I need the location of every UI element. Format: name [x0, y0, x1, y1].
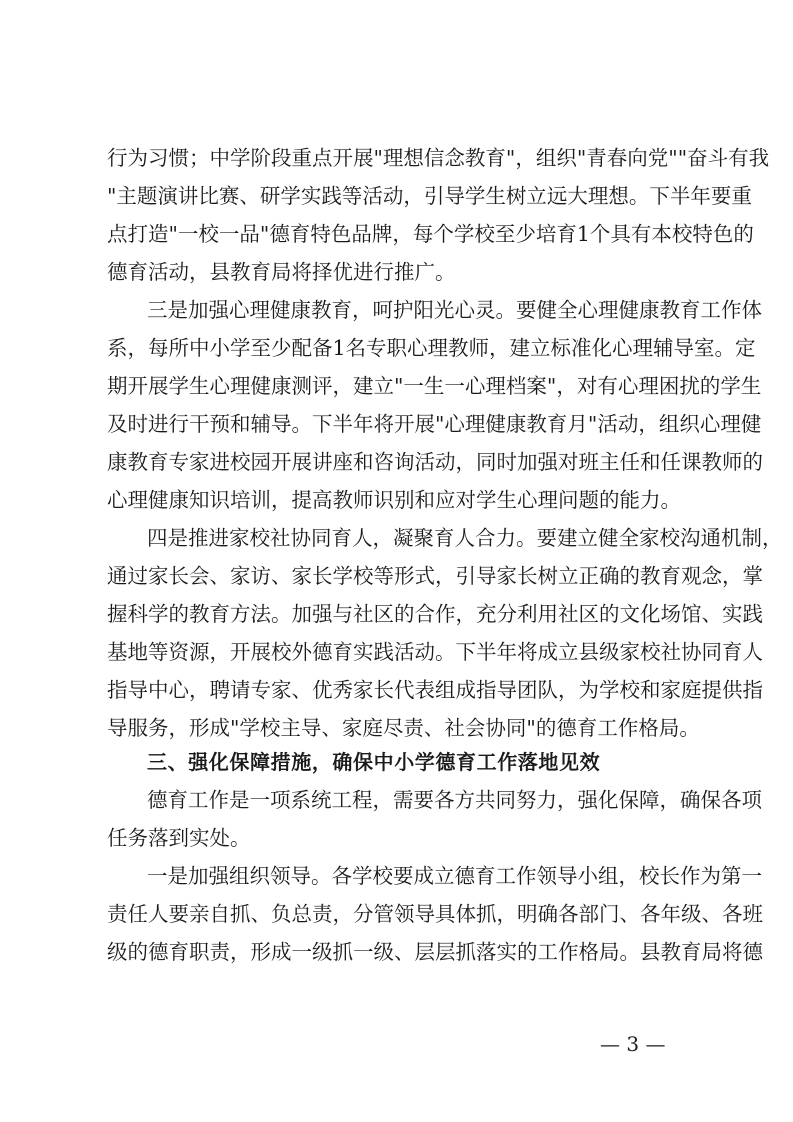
text-line: 基地等资源，开展校外德育实践活动。下半年将成立县级家校社协同育人 — [107, 640, 763, 664]
section-heading: 三、强化保障措施，确保中小学德育工作落地见效 — [147, 750, 601, 774]
text-line: 三是加强心理健康教育，呵护阳光心灵。要健全心理健康教育工作体 — [147, 298, 762, 322]
page-number: — 3 — — [600, 1032, 666, 1056]
text-line: 德育工作是一项系统工程，需要各方共同努力，强化保障，确保各项 — [147, 788, 762, 812]
text-line: 通过家长会、家访、家长学校等形式，引导家长树立正确的教育观念，掌 — [107, 564, 763, 588]
text-line: 握科学的教育方法。加强与社区的合作，充分利用社区的文化场馆、实践 — [107, 602, 763, 626]
text-line: 四是推进家校社协同育人，凝聚育人合力。要建立健全家校沟通机制， — [147, 526, 783, 550]
text-line: 心理健康知识培训，提高教师识别和应对学生心理问题的能力。 — [107, 488, 681, 512]
text-line: 一是加强组织领导。各学校要成立德育工作领导小组，校长作为第一 — [147, 864, 762, 888]
text-line: 点打造"一校一品"德育特色品牌，每个学校至少培育1个具有本校特色的 — [107, 222, 754, 246]
text-line: 任务落到实处。 — [107, 826, 251, 850]
text-line: 康教育专家进校园开展讲座和咨询活动，同时加强对班主任和任课教师的 — [107, 450, 763, 474]
text-line: 及时进行干预和辅导。下半年将开展"心理健康教育月"活动，组织心理健 — [107, 412, 762, 436]
text-line: 责任人要亲自抓、负总责，分管领导具体抓，明确各部门、各年级、各班 — [107, 902, 763, 926]
text-line: 系，每所中小学至少配备1名专职心理教师，建立标准化心理辅导室。定 — [107, 336, 756, 360]
text-line: 指导中心，聘请专家、优秀家长代表组成指导团队，为学校和家庭提供指 — [107, 678, 763, 702]
text-line: 德育活动，县教育局将择优进行推广。 — [107, 260, 456, 284]
text-line: "主题演讲比赛、研学实践等活动，引导学生树立远大理想。下半年要重 — [107, 184, 752, 208]
text-line: 期开展学生心理健康测评，建立"一生一心理档案"，对有心理困扰的学生 — [107, 374, 762, 398]
text-line: 导服务，形成"学校主导、家庭尽责、社会协同"的德育工作格局。 — [107, 716, 700, 740]
text-line: 行为习惯；中学阶段重点开展"理想信念教育"，组织"青春向党""奋斗有我 — [107, 146, 770, 170]
text-line: 级的德育职责，形成一级抓一级、层层抓落实的工作格局。县教育局将德 — [107, 940, 763, 964]
